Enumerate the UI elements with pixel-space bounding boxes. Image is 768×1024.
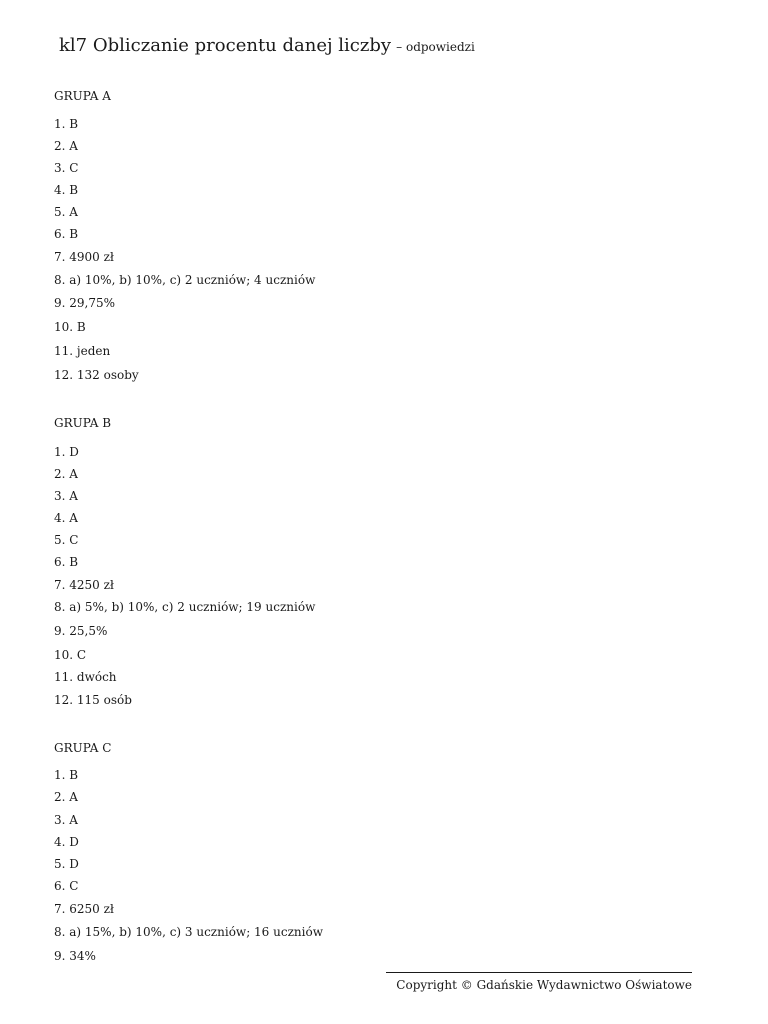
group-c-answer-2: 2. A (54, 790, 78, 804)
page-title-subtitle: – odpowiedzi (396, 40, 475, 54)
group-c-answer-7: 7. 6250 zł (54, 902, 114, 916)
group-a-answer-9: 9. 29,75% (54, 296, 116, 310)
group-b-answer-3: 3. A (54, 489, 78, 503)
group-a-answer-2: 2. A (54, 139, 78, 153)
group-c-answer-1: 1. B (54, 768, 79, 782)
group-b-answer-8: 8. a) 5%, b) 10%, c) 2 uczniów; 19 uczniów (54, 600, 316, 614)
group-c-answer-9: 9. 34% (54, 949, 96, 963)
group-b-answer-4: 4. A (54, 511, 78, 525)
group-a-answer-10: 10. B (54, 320, 86, 334)
group-b-answer-12: 12. 115 osób (54, 693, 132, 707)
group-c-answer-4: 4. D (54, 835, 79, 849)
group-a-answer-7: 7. 4900 zł (54, 250, 114, 264)
group-b-answer-11: 11. dwóch (54, 670, 117, 684)
group-b-answer-1: 1. D (54, 445, 79, 459)
group-b-answer-5: 5. C (54, 533, 79, 547)
group-a-answer-8: 8. a) 10%, b) 10%, c) 2 uczniów; 4 uczniów (54, 273, 316, 287)
group-b-answer-6: 6. B (54, 555, 79, 569)
group-b-answer-2: 2. A (54, 467, 78, 481)
group-c-answer-5: 5. D (54, 857, 79, 871)
group-b-answer-7: 7. 4250 zł (54, 578, 114, 592)
group-c-heading: GRUPA C (54, 741, 112, 755)
group-a-answer-12: 12. 132 osoby (54, 368, 139, 382)
group-a-answer-1: 1. B (54, 117, 79, 131)
group-c-answer-6: 6. C (54, 879, 79, 893)
group-a-answer-5: 5. A (54, 205, 78, 219)
group-a-heading: GRUPA A (54, 89, 111, 103)
group-b-answer-9: 9. 25,5% (54, 624, 108, 638)
group-c-answer-3: 3. A (54, 813, 78, 827)
page-title (59, 35, 475, 56)
group-a-answer-11: 11. jeden (54, 344, 111, 358)
group-b-heading: GRUPA B (54, 416, 112, 430)
group-b-answer-10: 10. C (54, 648, 87, 662)
group-a-answer-3: 3. C (54, 161, 79, 175)
group-a-answer-6: 6. B (54, 227, 79, 241)
footer-copyright: Copyright © Gdańskie Wydawnictwo Oświatowe (396, 978, 692, 992)
group-c-answer-8: 8. a) 15%, b) 10%, c) 3 uczniów; 16 uczniów (54, 925, 323, 939)
group-a-answer-4: 4. B (54, 183, 79, 197)
footer-divider (386, 972, 692, 973)
page-title-main: kl7 Obliczanie procentu danej liczby (59, 35, 392, 56)
